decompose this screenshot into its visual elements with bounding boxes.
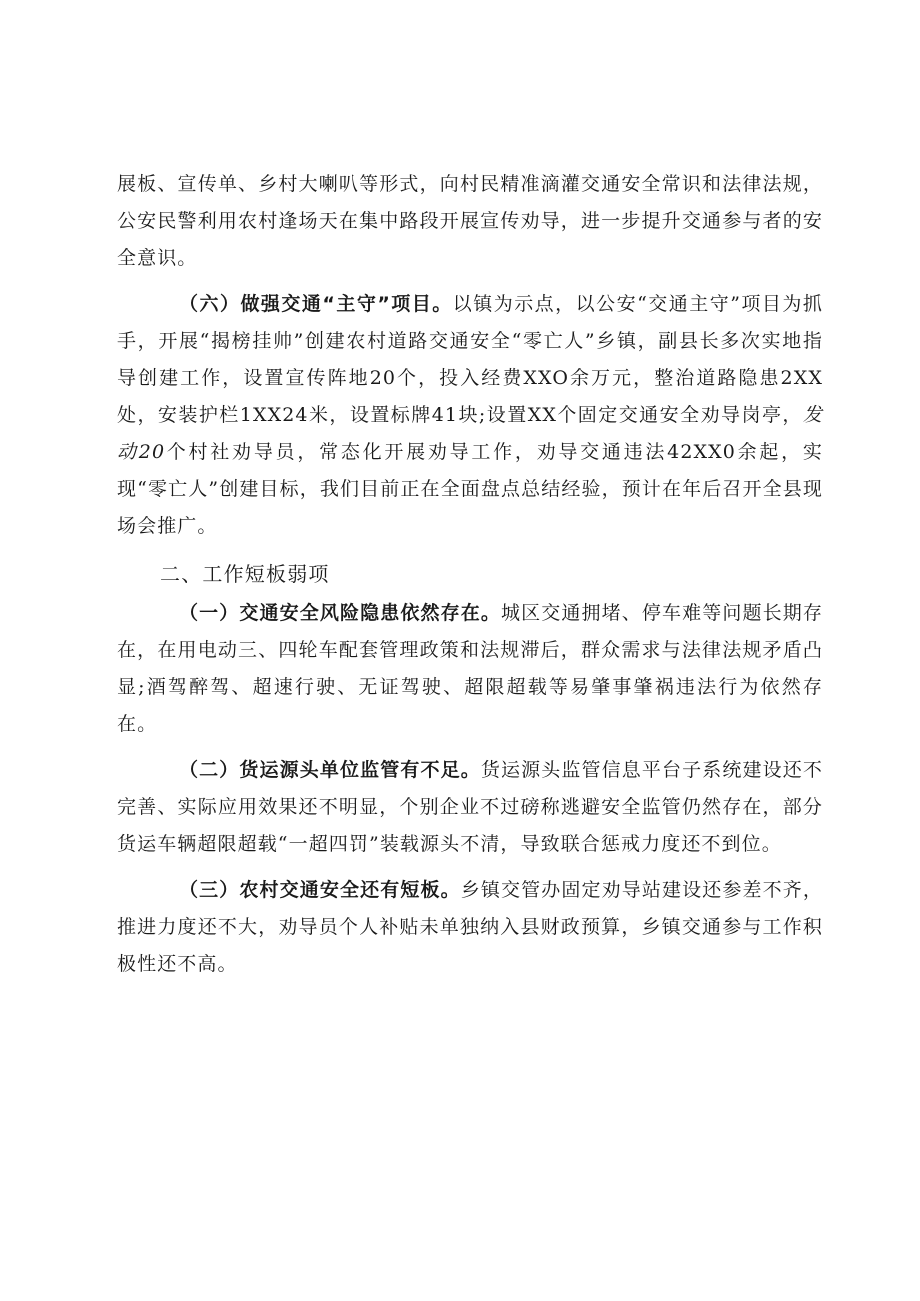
paragraph-section-2-item-2	[117, 752, 823, 863]
paragraph-lead-heading: （三）农村交通安全还有短板。	[179, 879, 461, 901]
paragraph-text: 以镇为示点，以公安“交通主守”项目为抓手，开展“揭榜挂帅”创建农村道路交通安全“零亡人”乡镇，副县长多次实地指导创建工作，设置宣传阵地20个，投入经费XXO余万元，整治道路隐患2XX处，安装护栏1XX24米，设置标牌41块;设置XX个固定交通安全劝导岗亭，	[117, 293, 823, 426]
paragraph-text: 个村社劝导员，常态化开展劝导工作，劝导交通违法42XX0余起，实现“零亡人”创建目标，我们目前正在全面盘点总结经验，预计在年后召开全县现场会推广。	[117, 441, 823, 537]
paragraph-italic-text: 发动20	[117, 404, 823, 463]
paragraph-intro-continuation	[117, 166, 823, 277]
paragraph-text: 城区交通拥堵、停车难等问题长期存在，在用电动三、四轮车配套管理政策和法规滞后，群众需求与法律法规矛盾凸显;酒驾醉驾、超速行驶、无证驾驶、超限超载等易肇事肇祸违法行为依然存在。	[117, 602, 823, 735]
document-body	[117, 166, 823, 983]
paragraph-text: 展板、宣传单、乡村大喇叭等形式，向村民精准滴灌交通安全常识和法律法规，公安民警利用农村逢场天在集中路段开展宣传劝导，进一步提升交通参与者的安全意识。	[117, 173, 823, 269]
paragraph-text: 乡镇交管办固定劝导站建设还参差不齐，推进力度还不大，劝导员个人补贴未单独纳入县财政预算，乡镇交通参与工作积极性还不高。	[117, 879, 823, 975]
paragraph-lead-heading: （一）交通安全风险隐患依然存在。	[179, 602, 502, 624]
paragraph-section-2-item-1	[117, 595, 823, 743]
paragraph-lead-heading: （六）做强交通“主守”项目。	[179, 293, 453, 315]
paragraph-text: 货运源头监管信息平台子系统建设还不完善、实际应用效果还不明显，个别企业不过磅称逃避安全监管仍然存在，部分货运车辆超限超载“一超四罚”装载源头不清，导致联合惩戒力度还不到位。	[117, 759, 823, 855]
section-heading: 二、工作短板弱项	[160, 562, 330, 586]
paragraph-section-1-item-6	[117, 286, 823, 545]
paragraph-lead-heading: （二）货运源头单位监管有不足。	[179, 759, 481, 781]
paragraph-section-2-item-3	[117, 872, 823, 983]
